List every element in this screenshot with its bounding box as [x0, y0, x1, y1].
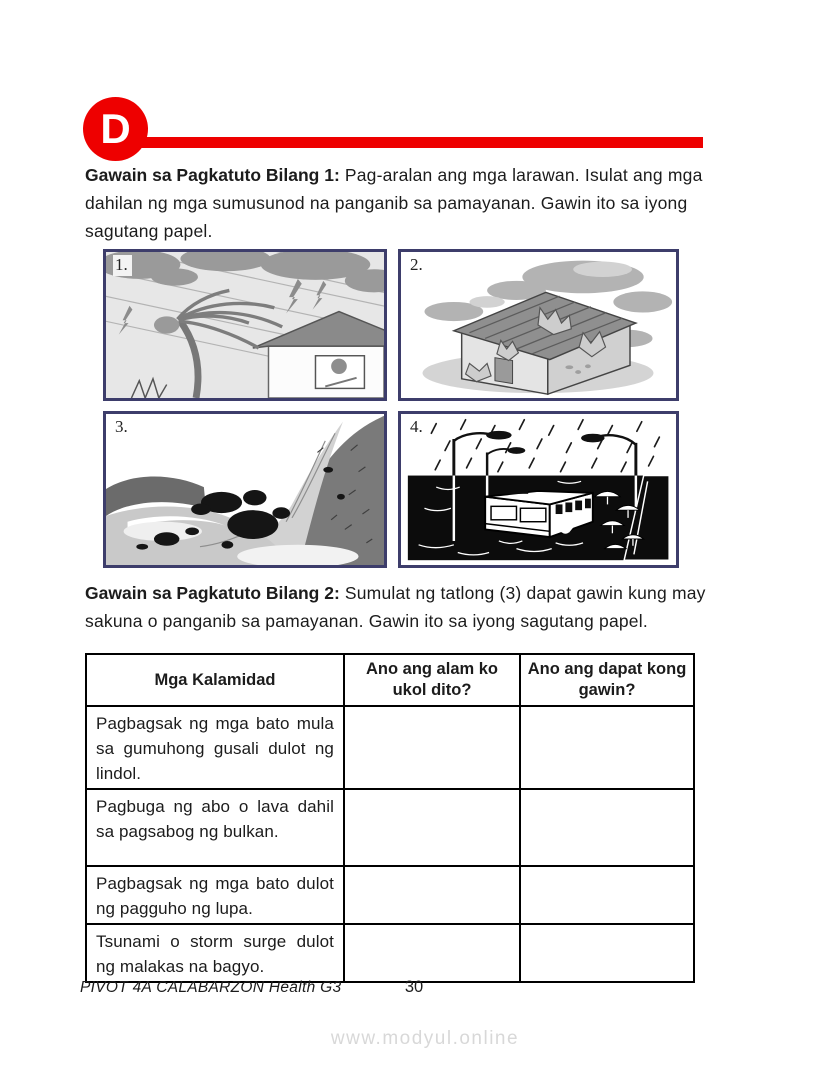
answer-cell-know: [344, 706, 520, 789]
kalamidad-cell: Pagbagsak ng mga bato dulot ng pagguho ng lupa.: [86, 866, 344, 924]
kalamidad-table: [85, 653, 695, 983]
image-number-3: 3.: [113, 417, 132, 438]
header-ano-ang-alam: Ano ang alam ko ukol dito?: [344, 654, 520, 706]
page-number: 30: [404, 978, 424, 996]
footer-book-title: PIVOT 4A CALABARZON Health G3: [80, 979, 342, 996]
kalamidad-cell: Tsunami o storm surge dulot ng malakas na bagyo.: [86, 924, 344, 982]
activity1-instructions: [85, 161, 709, 245]
table-row: [86, 924, 694, 982]
header-mga-kalamidad: Mga Kalamidad: [86, 654, 344, 706]
kalamidad-cell: Pagbagsak ng mga bato mula sa gumuhong gusali dulot ng lindol.: [86, 706, 344, 789]
table-row: [86, 789, 694, 866]
answer-cell-do: [520, 706, 694, 789]
watermark: www.modyul.online: [330, 1028, 520, 1049]
activity2-title: Gawain sa Pagkatuto Bilang 2:: [85, 583, 340, 603]
table-row: [86, 866, 694, 924]
table-row: [86, 706, 694, 789]
image-number-1: 1.: [113, 255, 132, 276]
activity2-text: Sumulat ng tatlong (3) dapat gawin kung may sakuna o panganib sa pamayanan. Gawin ito sa iyong sagutang papel.: [85, 583, 706, 631]
activity1-text: Pag-aralan ang mga larawan. Isulat ang mga dahilan ng mga sumusunod na panganib sa pamayanan. Gawin ito sa iyong sagutang papel.: [85, 165, 703, 241]
answer-cell-do: [520, 866, 694, 924]
image-number-4: 4.: [408, 417, 427, 438]
answer-cell-do: [520, 789, 694, 866]
table-header-row: [86, 654, 694, 706]
image-number-2: 2.: [408, 255, 427, 276]
burning-house-illustration: [401, 252, 676, 398]
answer-cell-know: [344, 924, 520, 982]
header-ano-ang-dapat: Ano ang dapat kong gawin?: [520, 654, 694, 706]
kalamidad-cell: Pagbuga ng abo o lava dahil sa pagsabog ng bulkan.: [86, 789, 344, 866]
activity2-instructions: [85, 579, 709, 635]
activity1-title: Gawain sa Pagkatuto Bilang 1:: [85, 165, 340, 185]
section-letter-badge: D: [83, 97, 148, 161]
image-box-3: [103, 411, 387, 568]
answer-cell-know: [344, 789, 520, 866]
image-box-1: [103, 249, 387, 401]
landslide-illustration: [106, 414, 384, 565]
answer-cell-do: [520, 924, 694, 982]
image-box-4: [398, 411, 679, 568]
typhoon-illustration: [106, 252, 384, 398]
flood-illustration: [401, 414, 676, 565]
image-box-2: [398, 249, 679, 401]
answer-cell-know: [344, 866, 520, 924]
section-divider-bar: [139, 137, 703, 148]
